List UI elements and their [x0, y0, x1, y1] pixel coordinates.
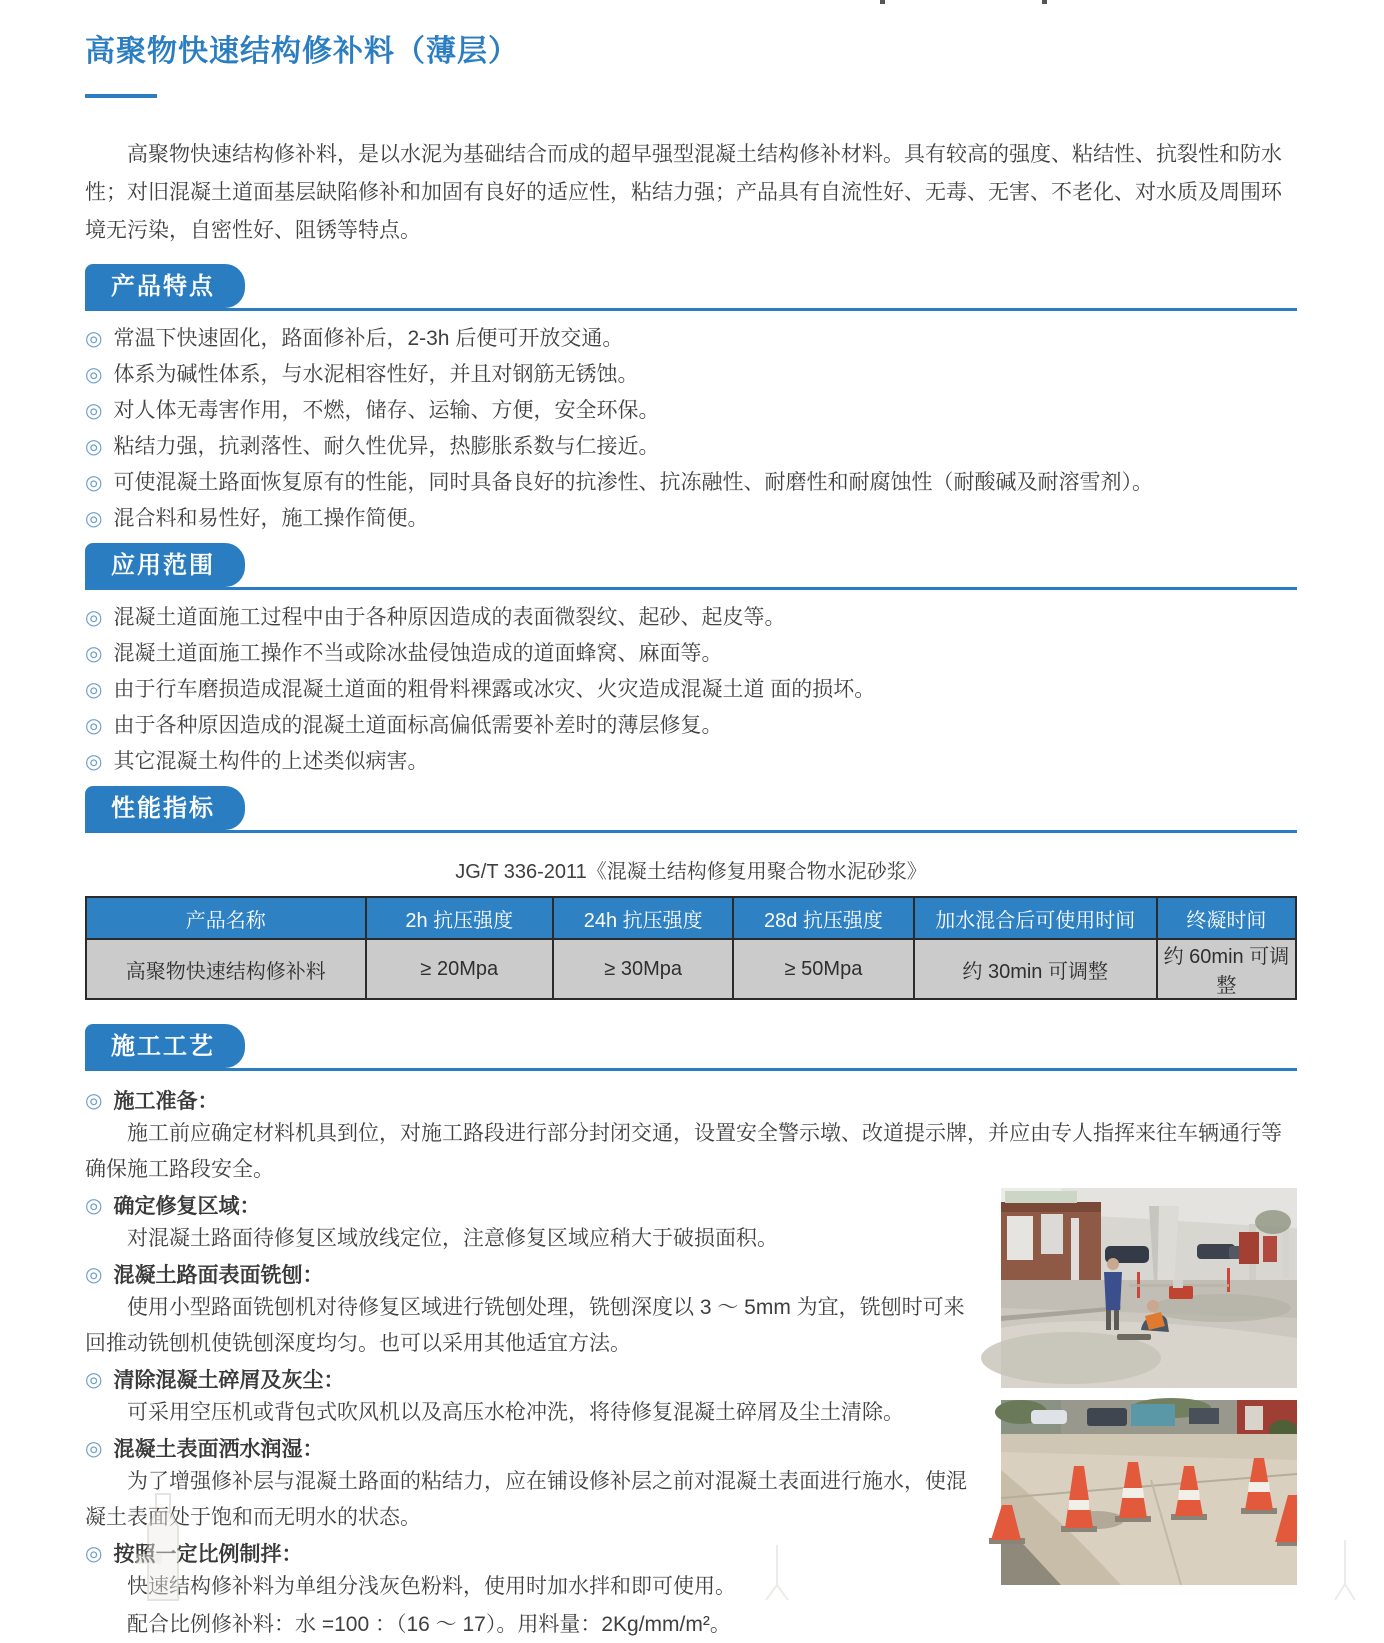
bullseye-bullet-icon: ◎ [85, 679, 103, 701]
step-body: 可采用空压机或背包式吹风机以及高压水枪冲洗，将待修复混凝土碎屑及尘土清除。 [127, 1401, 904, 1424]
bullseye-bullet-icon: ◎ [85, 715, 103, 737]
page-title: 高聚物快速结构修补料（薄层） [85, 35, 519, 68]
application-item [85, 642, 1297, 666]
application-item [85, 750, 1297, 774]
step-title-text: 按照一定比例制拌： [113, 1543, 303, 1566]
application-item [85, 714, 1297, 738]
section-features-header [85, 264, 1297, 311]
applications-heading-badge: 应用范围 [85, 543, 245, 587]
step-title [85, 1368, 983, 1393]
bullseye-bullet-icon: ◎ [85, 1543, 103, 1565]
table-cell-28d-strength: ≥ 50Mpa [733, 939, 913, 999]
table-header-product-name: 产品名称 [86, 897, 366, 939]
photo-traffic-cones [1001, 1400, 1297, 1585]
feature-item-text: 粘结力强，抗剥落性、耐久性优异，热膨胀系数与仁接近。 [113, 435, 660, 458]
bullseye-bullet-icon: ◎ [85, 400, 103, 422]
feature-item-text: 混合料和易性好，施工操作简便。 [113, 507, 429, 530]
features-list [85, 327, 1297, 531]
application-item-text: 由于各种原因造成的混凝土道面标高偏低需要补差时的薄层修复。 [113, 714, 723, 737]
application-item-text: 其它混凝土构件的上述类似病害。 [113, 750, 429, 773]
bullseye-bullet-icon: ◎ [85, 472, 103, 494]
feature-item [85, 507, 1297, 531]
cropped-text-remnant [1042, 0, 1047, 4]
table-cell-24h-strength: ≥ 30Mpa [553, 939, 733, 999]
bullseye-bullet-icon: ◎ [85, 643, 103, 665]
table-header-24h-strength: 24h 抗压强度 [553, 897, 733, 939]
feature-item [85, 399, 1297, 423]
table-header-28d-strength: 28d 抗压强度 [733, 897, 913, 939]
feature-item-text: 可使混凝土路面恢复原有的性能，同时具备良好的抗渗性、抗冻融性、耐磨性和耐腐蚀性（耐酸碱及耐溶雪剂）。 [113, 471, 1153, 494]
performance-standard: JG/T 336-2011《混凝土结构修复用聚合物水泥砂浆》 [455, 861, 927, 883]
table-header-final-set: 终凝时间 [1157, 897, 1296, 939]
feature-item [85, 363, 1297, 387]
step-body-mix-ratio: 配合比例修补料：水 =100 ：（16 ～ 17）。用料量：2Kg/mm/m²。 [127, 1613, 731, 1636]
bullseye-bullet-icon: ◎ [85, 607, 103, 629]
step-title [85, 1263, 983, 1288]
table-cell-2h-strength: ≥ 20Mpa [366, 939, 554, 999]
feature-item [85, 435, 1297, 459]
feature-item-text: 常温下快速固化，路面修补后，2-3h 后便可开放交通。 [113, 327, 624, 350]
step-body: 快速结构修补料为单组分浅灰色粉料，使用时加水拌和即可使用。 [127, 1575, 736, 1598]
step-title-text: 混凝土路面表面铣刨： [113, 1264, 324, 1287]
performance-heading-badge: 性能指标 [85, 786, 245, 830]
step-body: 对混凝土路面待修复区域放线定位，注意修复区域应稍大于破损面积。 [127, 1227, 778, 1250]
applications-list [85, 606, 1297, 774]
step-title-text: 清除混凝土碎屑及灰尘： [113, 1369, 345, 1392]
bullseye-bullet-icon: ◎ [85, 328, 103, 350]
step-title-text: 施工准备： [113, 1090, 219, 1113]
performance-table [85, 896, 1297, 1000]
bullseye-bullet-icon: ◎ [85, 1090, 103, 1112]
bullseye-bullet-icon: ◎ [85, 751, 103, 773]
bullseye-bullet-icon: ◎ [85, 1195, 103, 1217]
feature-item [85, 327, 1297, 351]
table-row [86, 939, 1296, 999]
table-cell-final-set: 约 60min 可调整 [1157, 939, 1296, 999]
step-title-text: 确定修复区域： [113, 1195, 261, 1218]
application-item-text: 由于行车磨损造成混凝土道面的粗骨料裸露或冰灾、火灾造成混凝土道 面的损坏。 [113, 678, 876, 701]
feature-item-text: 体系为碱性体系，与水泥相容性好，并且对钢筋无锈蚀。 [113, 363, 639, 386]
title-underline [85, 94, 157, 98]
step-body: 为了增强修补层与混凝土路面的粘结力，应在铺设修补层之前对混凝土表面进行施水，使混凝土表面处于饱和而无明水的状态。 [85, 1470, 967, 1529]
bullseye-bullet-icon: ◎ [85, 436, 103, 458]
step-title-text: 混凝土表面洒水润湿： [113, 1438, 324, 1461]
table-header-usable-time: 加水混合后可使用时间 [914, 897, 1157, 939]
step-title [85, 1542, 983, 1567]
process-steps [85, 1089, 1297, 1643]
photo-pavement-repair [1001, 1188, 1297, 1388]
table-header-row [86, 897, 1296, 939]
section-process-header [85, 1024, 1297, 1071]
application-item [85, 678, 1297, 702]
cropped-text-remnant [880, 0, 885, 4]
bullseye-bullet-icon: ◎ [85, 1264, 103, 1286]
section-performance-header [85, 786, 1297, 833]
table-header-2h-strength: 2h 抗压强度 [366, 897, 554, 939]
application-item-text: 混凝土道面施工操作不当或除冰盐侵蚀造成的道面蜂窝、麻面等。 [113, 642, 723, 665]
construction-photos [1001, 1188, 1297, 1585]
intro-paragraph: 高聚物快速结构修补料，是以水泥为基础结合而成的超早强型混凝土结构修补材料。具有较高的强度、粘结性、抗裂性和防水性；对旧混凝土道面基层缺陷修补和加固有良好的适应性，粘结力强；产品具有自流性好、无毒、无害、不老化、对水质及周围环境无污染，自密性好、阻锈等特点。 [85, 143, 1282, 242]
application-item-text: 混凝土道面施工过程中由于各种原因造成的表面微裂纹、起砂、起皮等。 [113, 606, 786, 629]
table-cell-product-name: 高聚物快速结构修补料 [86, 939, 366, 999]
process-heading-badge: 施工工艺 [85, 1024, 245, 1068]
step-body: 使用小型路面铣刨机对待修复区域进行铣刨处理，铣刨深度以 3 ～ 5mm 为宜，铣刨时可来回推动铣刨机使铣刨深度均匀。也可以采用其他适宜方法。 [85, 1296, 965, 1355]
table-cell-usable-time: 约 30min 可调整 [914, 939, 1157, 999]
features-heading-badge: 产品特点 [85, 264, 245, 308]
feature-item [85, 471, 1297, 495]
section-applications-header [85, 543, 1297, 590]
bullseye-bullet-icon: ◎ [85, 508, 103, 530]
bullseye-bullet-icon: ◎ [85, 364, 103, 386]
step-title [85, 1089, 1297, 1114]
step-title [85, 1194, 983, 1219]
bullseye-bullet-icon: ◎ [85, 1369, 103, 1391]
bullseye-bullet-icon: ◎ [85, 1438, 103, 1460]
feature-item-text: 对人体无毒害作用，不燃，储存、运输、方便，安全环保。 [113, 399, 660, 422]
step-title [85, 1437, 983, 1462]
application-item [85, 606, 1297, 630]
step-body: 施工前应确定材料机具到位，对施工路段进行部分封闭交通，设置安全警示墩、改道提示牌，并应由专人指挥来往车辆通行等确保施工路段安全。 [85, 1122, 1282, 1181]
